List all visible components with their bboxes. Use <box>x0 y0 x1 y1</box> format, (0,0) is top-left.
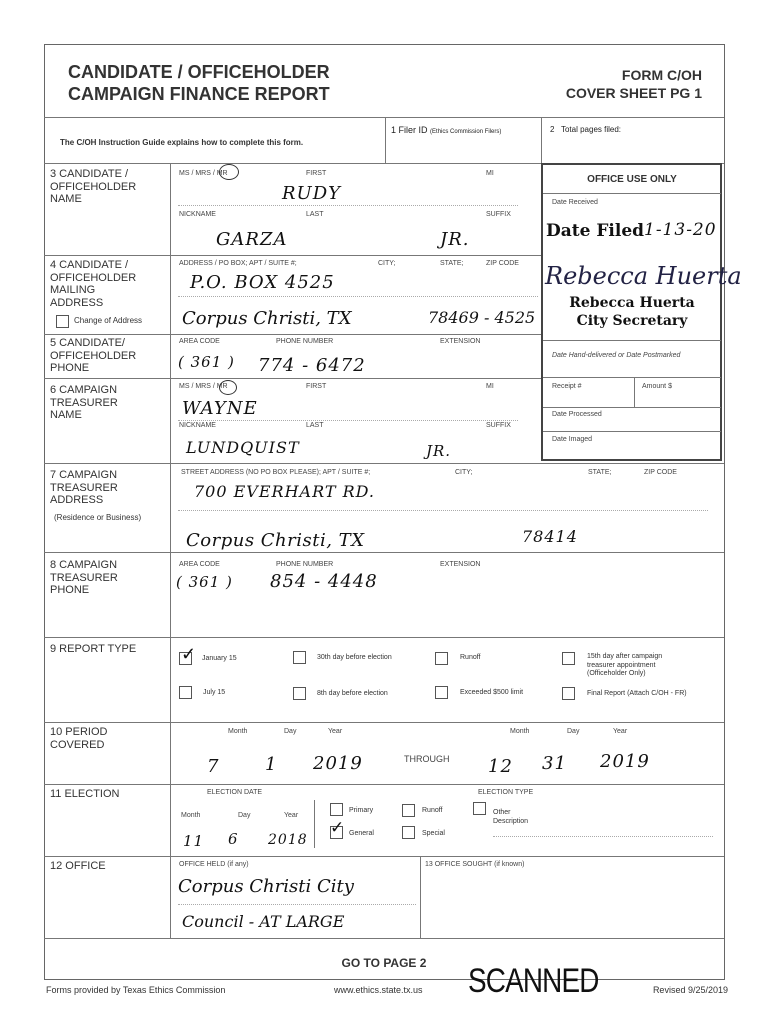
candidate-zip[interactable]: 78469 - 4525 <box>428 308 536 327</box>
day8-checkbox[interactable] <box>293 687 306 700</box>
other-checkbox[interactable] <box>473 802 486 815</box>
from-day-label: Day <box>284 728 297 735</box>
t-nickname-label: NICKNAME <box>179 422 216 429</box>
filer-id-text: 1 Filer ID <box>391 125 428 135</box>
office-held-line2[interactable]: Council - AT LARGE <box>182 912 345 931</box>
t-city-label: CITY; <box>455 469 473 476</box>
t-first-label: FIRST <box>306 383 327 390</box>
ms-mrs-mr-label: MS / MRS / MR <box>179 170 228 177</box>
e-year-label: Year <box>284 812 299 819</box>
e-runoff-checkbox[interactable] <box>402 804 415 817</box>
to-year-label: Year <box>613 728 628 735</box>
stamp-name: Rebecca Huerta <box>569 295 695 311</box>
through-label: THROUGH <box>404 754 450 764</box>
phone-number-label: PHONE NUMBER <box>276 338 334 345</box>
t-state-label: STATE; <box>588 469 612 476</box>
section-7-label: 7 CAMPAIGN TREASURER ADDRESS <box>50 469 118 506</box>
treasurer-last-name[interactable]: LUNDQUIST <box>186 438 300 457</box>
candidate-first-name[interactable]: RUDY <box>282 183 342 204</box>
section-4-label: 4 CANDIDATE / OFFICEHOLDER MAILING ADDRESS <box>50 259 137 309</box>
date-processed-label: Date Processed <box>552 411 602 418</box>
office-held-label: OFFICE HELD (if any) <box>179 861 249 868</box>
special-checkbox[interactable] <box>402 826 415 839</box>
jan15-check: ✓ <box>181 644 197 664</box>
state-label: STATE; <box>440 260 464 267</box>
zip-label: ZIP CODE <box>486 260 519 267</box>
form-line2: COVER SHEET PG 1 <box>565 85 702 101</box>
filer-id-note: (Ethics Commission Filers) <box>430 129 502 135</box>
t-area-code-label: AREA CODE <box>179 561 220 568</box>
final-report-checkbox[interactable] <box>562 687 575 700</box>
stamp-title: City Secretary <box>576 313 688 329</box>
hand-delivered-label: Date Hand-delivered or Date Postmarked <box>552 352 681 359</box>
area-code-label: AREA CODE <box>179 338 220 345</box>
t-zip-label: ZIP CODE <box>644 469 677 476</box>
treasurer-street[interactable]: 700 EVERHART RD. <box>194 482 376 501</box>
title-line2: CAMPAIGN FINANCE REPORT <box>68 84 330 104</box>
from-day[interactable]: 1 <box>265 754 278 775</box>
treasurer-suffix[interactable]: JR. <box>426 442 452 460</box>
section-6-label: 6 CAMPAIGN TREASURER NAME <box>50 384 118 421</box>
footer-url[interactable]: www.ethics.state.tx.us <box>334 985 423 995</box>
treasurer-zip[interactable]: 78414 <box>522 527 578 546</box>
address-label: ADDRESS / PO BOX; APT / SUITE #; <box>179 260 297 267</box>
election-month[interactable]: 11 <box>183 832 205 850</box>
form-id <box>566 66 702 102</box>
city-label: CITY; <box>378 260 396 267</box>
instruction-text: The C/OH Instruction Guide explains how to complete this form. <box>60 138 304 147</box>
to-month-label: Month <box>510 728 530 735</box>
primary-checkbox[interactable] <box>330 803 343 816</box>
section-11-label: 11 ELECTION <box>50 788 120 800</box>
e-month-label: Month <box>181 812 201 819</box>
treasurer-first-name[interactable]: WAYNE <box>182 398 258 419</box>
receipt-label: Receipt # <box>552 383 582 390</box>
other-label: Other Description <box>493 809 529 825</box>
t-extension-label: EXTENSION <box>440 561 481 568</box>
election-date-label: ELECTION DATE <box>207 789 263 796</box>
candidate-address-line1[interactable]: P.O. BOX 4525 <box>190 272 335 293</box>
candidate-last-name[interactable]: GARZA <box>216 229 288 250</box>
date-filed-value: 1-13-20 <box>644 220 717 240</box>
section-5-label: 5 CANDIDATE/ OFFICEHOLDER PHONE <box>50 337 137 374</box>
candidate-address-city[interactable]: Corpus Christi, TX <box>182 308 352 329</box>
section-10-label: 10 PERIOD COVERED <box>50 726 108 751</box>
to-day[interactable]: 31 <box>542 753 567 774</box>
primary-label: Primary <box>349 807 374 814</box>
treasurer-phone[interactable]: 854 - 4448 <box>270 571 378 592</box>
day30-checkbox[interactable] <box>293 651 306 664</box>
footer-revised: Revised 9/25/2019 <box>652 985 728 995</box>
extension-label: EXTENSION <box>440 338 481 345</box>
final-report-label: Final Report (Attach C/OH - FR) <box>587 690 687 697</box>
day8-label: 8th day before election <box>317 690 388 697</box>
general-label: General <box>349 830 374 837</box>
suffix-label: SUFFIX <box>486 211 511 218</box>
date-filed-label: Date Filed <box>546 221 645 241</box>
day15-label: 15th day after campaign treasurer appointment (Officeholder Only) <box>587 653 663 677</box>
general-check: ✓ <box>330 818 345 837</box>
change-of-address-label: Change of Address <box>74 316 143 325</box>
election-type-label: ELECTION TYPE <box>478 789 534 796</box>
to-year[interactable]: 2019 <box>600 751 650 772</box>
day15-checkbox[interactable] <box>562 652 575 665</box>
form-line1: FORM C/OH <box>621 67 702 83</box>
go-to-page-2: GO TO PAGE 2 <box>341 956 427 970</box>
title-line1: CANDIDATE / OFFICEHOLDER <box>68 62 330 82</box>
runoff-label: Runoff <box>460 654 481 661</box>
t-suffix-label: SUFFIX <box>486 422 511 429</box>
first-label: FIRST <box>306 170 327 177</box>
exceeded-label: Exceeded $500 limit <box>460 689 524 696</box>
jul15-label: July 15 <box>203 689 226 696</box>
t-mr-circle <box>219 380 237 395</box>
from-year[interactable]: 2019 <box>313 753 363 774</box>
section-9-label: 9 REPORT TYPE <box>50 643 137 655</box>
section-12-label: 12 OFFICE <box>50 860 106 872</box>
t-mi-label: MI <box>486 383 494 390</box>
candidate-suffix[interactable]: JR. <box>440 229 470 250</box>
exceeded-checkbox[interactable] <box>435 686 448 699</box>
candidate-area-code[interactable]: ( 361 ) <box>178 353 235 371</box>
filer-id-label <box>391 125 501 135</box>
mr-circle <box>219 164 239 180</box>
to-month[interactable]: 12 <box>488 756 513 777</box>
election-day[interactable]: 6 <box>228 830 239 848</box>
street-label: STREET ADDRESS (NO PO BOX PLEASE); APT / SUITE #; <box>181 469 371 476</box>
date-received-label: Date Received <box>552 199 598 206</box>
treasurer-city[interactable]: Corpus Christi, TX <box>186 530 365 551</box>
runoff-checkbox[interactable] <box>435 652 448 665</box>
scanned-stamp: SCANNED <box>468 962 599 1000</box>
office-held-line1[interactable]: Corpus Christi City <box>178 876 354 897</box>
t-phone-number-label: PHONE NUMBER <box>276 561 334 568</box>
from-year-label: Year <box>328 728 343 735</box>
amount-label: Amount $ <box>642 383 672 390</box>
special-label: Special <box>422 830 445 837</box>
day30-label: 30th day before election <box>317 654 392 661</box>
from-month-label: Month <box>228 728 248 735</box>
section-8-label: 8 CAMPAIGN TREASURER PHONE <box>50 559 118 596</box>
total-pages-label: 2 Total pages filed: <box>550 125 622 134</box>
jan15-label: January 15 <box>202 655 237 662</box>
t-ms-mrs-mr-label: MS / MRS / MR <box>179 383 228 390</box>
jul15-checkbox[interactable] <box>179 686 192 699</box>
e-runoff-label: Runoff <box>422 807 443 814</box>
footer-provided: Forms provided by Texas Ethics Commission <box>46 985 226 995</box>
date-imaged-label: Date Imaged <box>552 436 593 443</box>
change-of-address-checkbox[interactable] <box>56 315 69 328</box>
candidate-phone[interactable]: 774 - 6472 <box>258 355 366 376</box>
form-title <box>68 61 330 105</box>
to-day-label: Day <box>567 728 580 735</box>
section-3-label: 3 CANDIDATE / OFFICEHOLDER NAME <box>50 168 137 205</box>
treasurer-area-code[interactable]: ( 361 ) <box>176 573 233 591</box>
election-year[interactable]: 2018 <box>268 832 308 848</box>
nickname-label: NICKNAME <box>179 211 216 218</box>
from-month[interactable]: 7 <box>207 756 220 777</box>
clerk-signature: Rebecca Huerta <box>545 262 742 290</box>
e-day-label: Day <box>238 812 251 819</box>
office-sought-label: 13 OFFICE SOUGHT (if known) <box>425 861 525 868</box>
mi-label: MI <box>486 170 494 177</box>
office-use-title: OFFICE USE ONLY <box>587 174 677 185</box>
residence-note: (Residence or Business) <box>54 513 142 522</box>
last-label: LAST <box>306 211 324 218</box>
t-last-label: LAST <box>306 422 324 429</box>
